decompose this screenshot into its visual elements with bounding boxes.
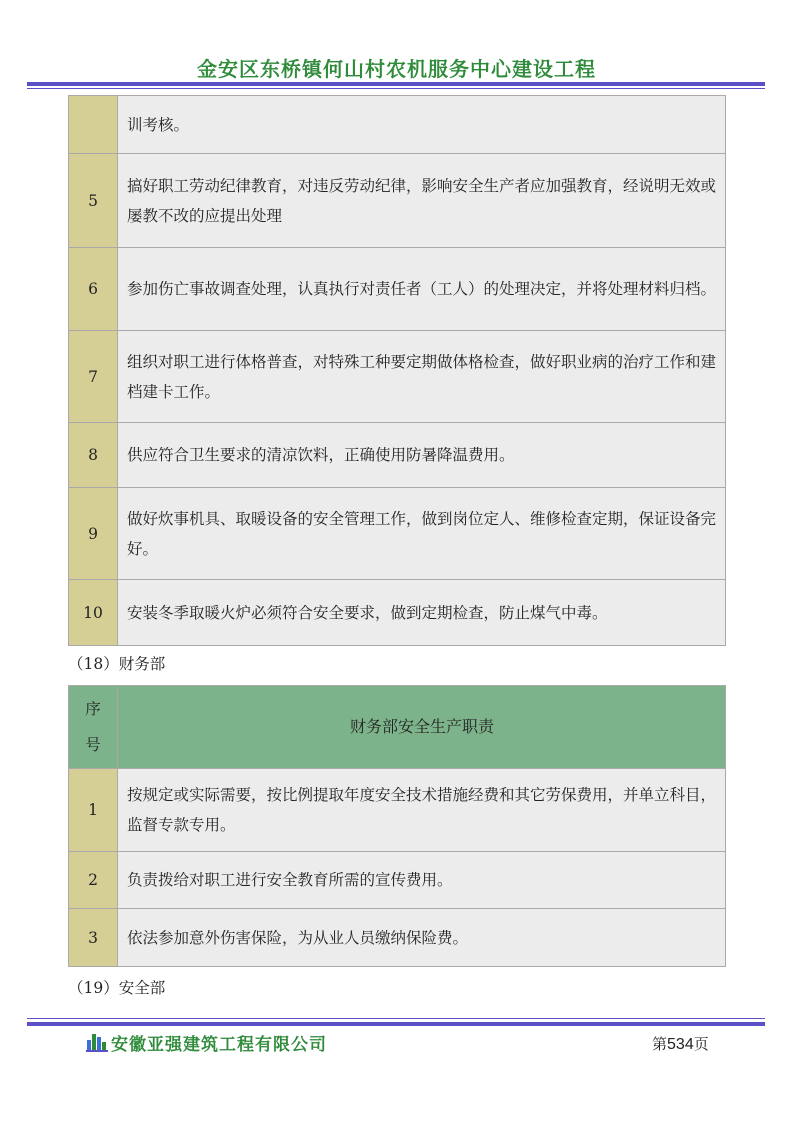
- table-row: [69, 154, 726, 248]
- table-row: [69, 769, 726, 852]
- section-heading-safety: （19）安全部: [68, 979, 166, 997]
- row-number: 1: [69, 769, 118, 852]
- row-number: 10: [69, 580, 118, 646]
- table-row: [69, 488, 726, 580]
- row-text: 参加伤亡事故调查处理，认真执行对责任者（工人）的处理决定，并将处理材料归档。: [118, 248, 726, 331]
- page-prefix: 第: [652, 1035, 668, 1053]
- footer-rule-thin: [27, 1018, 765, 1019]
- table-row: [69, 423, 726, 488]
- row-text: 负责拨给对职工进行安全教育所需的宣传费用。: [118, 852, 726, 909]
- table-row: [69, 331, 726, 423]
- table-header-row: [69, 686, 726, 769]
- row-text: 搞好职工劳动纪律教育，对违反劳动纪律，影响安全生产者应加强教育，经说明无效或屡教不改的应提出处理: [118, 154, 726, 248]
- footer-company-name: 安徽亚强建筑工程有限公司: [111, 1035, 327, 1055]
- header-num-line2: 号: [85, 736, 101, 754]
- table-row: [69, 580, 726, 646]
- row-number: 6: [69, 248, 118, 331]
- row-number: 8: [69, 423, 118, 488]
- header-num-line1: 序: [85, 700, 101, 718]
- responsibility-table-logistics: [68, 95, 726, 646]
- row-text: 依法参加意外伤害保险，为从业人员缴纳保险费。: [118, 909, 726, 967]
- row-text: 供应符合卫生要求的清凉饮料，正确使用防暑降温费用。: [118, 423, 726, 488]
- table-row: [69, 909, 726, 967]
- row-number: 7: [69, 331, 118, 423]
- row-text: 安装冬季取暖火炉必须符合安全要求，做到定期检查，防止煤气中毒。: [118, 580, 726, 646]
- document-header-title: 金安区东桥镇何山村农机服务中心建设工程: [197, 57, 596, 81]
- table-row: [69, 96, 726, 154]
- row-text: 按规定或实际需要，按比例提取年度安全技术措施经费和其它劳保费用，并单立科目，监督专款专用。: [118, 769, 726, 852]
- header-rule: [27, 82, 765, 86]
- header-title: 财务部安全生产职责: [118, 686, 726, 769]
- page-number-value: 534: [667, 1036, 694, 1053]
- row-number: 2: [69, 852, 118, 909]
- row-text: 训考核。: [118, 96, 726, 154]
- row-number: 5: [69, 154, 118, 248]
- page-number: [652, 1033, 709, 1054]
- footer-rule: [27, 1022, 765, 1026]
- table-row: [69, 852, 726, 909]
- row-number: 3: [69, 909, 118, 967]
- table-row: [69, 248, 726, 331]
- company-logo-icon: [86, 1030, 108, 1052]
- row-number: [69, 96, 118, 154]
- section-heading-finance: （18）财务部: [68, 655, 166, 673]
- responsibility-table-finance: [68, 685, 726, 967]
- page-suffix: 页: [693, 1035, 709, 1053]
- header-rule-thin: [27, 88, 765, 89]
- row-number: 9: [69, 488, 118, 580]
- row-text: 做好炊事机具、取暖设备的安全管理工作，做到岗位定人、维修检查定期，保证设备完好。: [118, 488, 726, 580]
- row-text: 组织对职工进行体格普查，对特殊工种要定期做体格检查，做好职业病的治疗工作和建档建卡工作。: [118, 331, 726, 423]
- header-sequence-number: [69, 686, 118, 769]
